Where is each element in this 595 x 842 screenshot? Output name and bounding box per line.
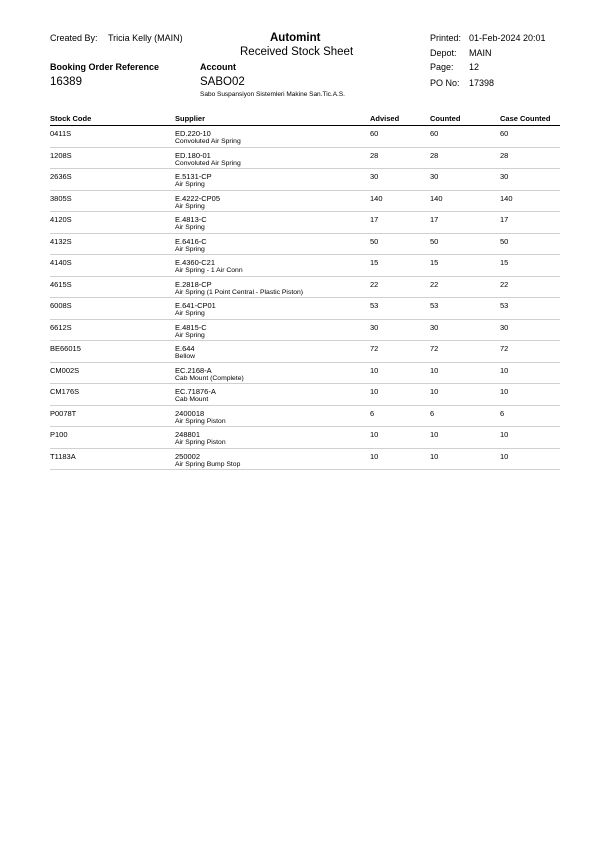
stock-code: 4120S xyxy=(50,215,72,224)
case-counted-qty: 10 xyxy=(500,451,509,461)
item-description: Convoluted Air Spring xyxy=(175,159,241,167)
supplier-code: E.4813-C xyxy=(175,215,207,224)
stock-table xyxy=(50,113,560,470)
advised-qty: 17 xyxy=(370,215,379,224)
case-counted-qty: 10 xyxy=(500,365,509,375)
item-description: Bellow xyxy=(175,353,196,360)
case-counted-qty: 10 xyxy=(500,430,509,439)
item-description: Air Spring Piston xyxy=(175,439,226,446)
company-name: Automint xyxy=(270,32,321,44)
advised-qty: 53 xyxy=(370,301,379,310)
table-row xyxy=(50,449,560,471)
created-by-value: Tricia Kelly (MAIN) xyxy=(108,33,183,43)
stock-code: 3805S xyxy=(50,193,72,203)
page-label: Page: xyxy=(430,62,454,72)
advised-qty: 10 xyxy=(370,387,379,396)
account-value: SABO02 xyxy=(200,76,245,88)
item-description: Air Spring xyxy=(175,181,205,188)
advised-qty: 22 xyxy=(370,279,379,289)
supplier-code: 248801 xyxy=(175,430,201,439)
table-row xyxy=(50,341,560,363)
table-row xyxy=(50,298,560,320)
counted-qty: 60 xyxy=(430,129,439,138)
counted-qty: 17 xyxy=(430,215,439,224)
table-row xyxy=(50,320,560,342)
item-description: Air Spring xyxy=(175,202,205,210)
advised-qty: 140 xyxy=(370,193,383,203)
item-description: Air Spring - 1 Air Conn xyxy=(175,267,243,274)
case-counted-qty: 15 xyxy=(500,258,509,267)
column-header-case-counted: Case Counted xyxy=(500,114,551,123)
po-value: 17398 xyxy=(469,78,495,88)
advised-qty: 10 xyxy=(370,451,379,461)
table-row xyxy=(50,212,560,234)
printed-value: 01-Feb-2024 20:01 xyxy=(469,33,546,43)
table-row xyxy=(50,277,560,299)
table-row xyxy=(50,384,560,406)
depot-label: Depot: xyxy=(430,48,457,58)
counted-qty: 28 xyxy=(430,150,439,160)
case-counted-qty: 30 xyxy=(500,322,509,332)
counted-qty: 53 xyxy=(430,301,439,310)
case-counted-qty: 17 xyxy=(500,215,509,224)
counted-qty: 15 xyxy=(430,258,439,267)
supplier-code: E.644 xyxy=(175,344,195,353)
table-row xyxy=(50,234,560,256)
case-counted-qty: 28 xyxy=(500,150,509,160)
table-row xyxy=(50,363,560,385)
column-header-stock-code: Stock Code xyxy=(50,114,92,123)
supplier-code: EC.2168-A xyxy=(175,365,212,375)
document-title: Received Stock Sheet xyxy=(240,46,354,58)
item-description: Cab Mount (Complete) xyxy=(175,374,244,382)
advised-qty: 28 xyxy=(370,150,379,160)
stock-code: 4615S xyxy=(50,279,72,289)
case-counted-qty: 60 xyxy=(500,129,509,138)
case-counted-qty: 50 xyxy=(500,236,509,246)
po-label: PO No: xyxy=(430,78,460,88)
stock-code: BE66015 xyxy=(50,344,81,353)
advised-qty: 15 xyxy=(370,258,379,267)
table-row xyxy=(50,169,560,191)
supplier-code: E.4360-C21 xyxy=(175,258,216,267)
booking-order-label: Booking Order Reference xyxy=(50,62,160,72)
case-counted-qty: 53 xyxy=(500,301,509,310)
case-counted-qty: 10 xyxy=(500,387,509,396)
stock-code: CM002S xyxy=(50,365,80,375)
table-row xyxy=(50,427,560,449)
counted-qty: 72 xyxy=(430,344,439,353)
case-counted-qty: 72 xyxy=(500,344,509,353)
stock-code: 6008S xyxy=(50,301,72,310)
stock-code: T1183A xyxy=(50,451,76,461)
advised-qty: 30 xyxy=(370,322,379,332)
advised-qty: 10 xyxy=(370,365,379,375)
created-by-label: Created By: xyxy=(50,33,98,43)
counted-qty: 10 xyxy=(430,365,439,375)
supplier-code: ED.180-01 xyxy=(175,150,211,160)
table-row xyxy=(50,191,560,213)
item-description: Air Spring xyxy=(175,224,205,231)
account-label: Account xyxy=(200,62,236,72)
table-row xyxy=(50,148,560,170)
advised-qty: 72 xyxy=(370,344,379,353)
item-description: Convoluted Air Spring xyxy=(175,138,241,145)
stock-code: 2636S xyxy=(50,172,72,181)
stock-code: P100 xyxy=(50,430,68,439)
column-header-counted: Counted xyxy=(430,114,461,123)
supplier-code: E.4222-CP05 xyxy=(175,193,221,203)
item-description: Air Spring xyxy=(175,245,205,253)
account-name: Sabo Suspansiyon Sistemleri Makine San.Tic.A.S. xyxy=(200,91,345,98)
stock-code: 4140S xyxy=(50,258,72,267)
stock-code: 1208S xyxy=(50,150,72,160)
table-row xyxy=(50,406,560,428)
case-counted-qty: 22 xyxy=(500,279,509,289)
supplier-code: 2400018 xyxy=(175,408,205,418)
printed-label: Printed: xyxy=(430,33,462,43)
booking-order-value: 16389 xyxy=(50,76,82,88)
supplier-code: EC.71876-A xyxy=(175,387,216,396)
item-description: Air Spring xyxy=(175,310,205,317)
table-header xyxy=(50,113,560,126)
supplier-code: 250002 xyxy=(175,451,201,461)
supplier-code: E.6416-C xyxy=(175,236,207,246)
counted-qty: 30 xyxy=(430,322,439,332)
counted-qty: 10 xyxy=(430,451,439,461)
counted-qty: 10 xyxy=(430,387,439,396)
supplier-code: E.4815-C xyxy=(175,322,207,332)
supplier-code: E.641-CP01 xyxy=(175,301,216,310)
table-row xyxy=(50,126,560,148)
counted-qty: 30 xyxy=(430,172,439,181)
advised-qty: 60 xyxy=(370,129,379,138)
case-counted-qty: 6 xyxy=(500,408,505,418)
case-counted-qty: 140 xyxy=(500,193,513,203)
table-row xyxy=(50,255,560,277)
counted-qty: 50 xyxy=(430,236,439,246)
advised-qty: 30 xyxy=(370,172,379,181)
item-description: Air Spring xyxy=(175,331,205,339)
item-description: Air Spring Piston xyxy=(175,417,226,425)
counted-qty: 22 xyxy=(430,279,439,289)
item-description: Cab Mount xyxy=(175,396,209,403)
supplier-code: ED.220-10 xyxy=(175,129,211,138)
supplier-code: E.2818-CP xyxy=(175,279,212,289)
counted-qty: 10 xyxy=(430,430,439,439)
stock-code: CM176S xyxy=(50,387,80,396)
advised-qty: 10 xyxy=(370,430,379,439)
supplier-code: E.5131-CP xyxy=(175,172,212,181)
column-header-advised: Advised xyxy=(370,114,400,123)
stock-code: 6612S xyxy=(50,322,72,332)
page-value: 12 xyxy=(469,62,480,72)
advised-qty: 6 xyxy=(370,408,375,418)
column-header-supplier: Supplier xyxy=(175,114,206,123)
depot-value: MAIN xyxy=(469,48,492,58)
case-counted-qty: 30 xyxy=(500,172,509,181)
item-description: Air Spring Bump Stop xyxy=(175,460,241,468)
stock-code: 0411S xyxy=(50,129,72,138)
item-description: Air Spring (1 Point Central - Plastic Piston) xyxy=(175,288,304,296)
advised-qty: 50 xyxy=(370,236,379,246)
counted-qty: 140 xyxy=(430,193,443,203)
counted-qty: 6 xyxy=(430,408,435,418)
stock-code: P0078T xyxy=(50,408,77,418)
stock-code: 4132S xyxy=(50,236,72,246)
